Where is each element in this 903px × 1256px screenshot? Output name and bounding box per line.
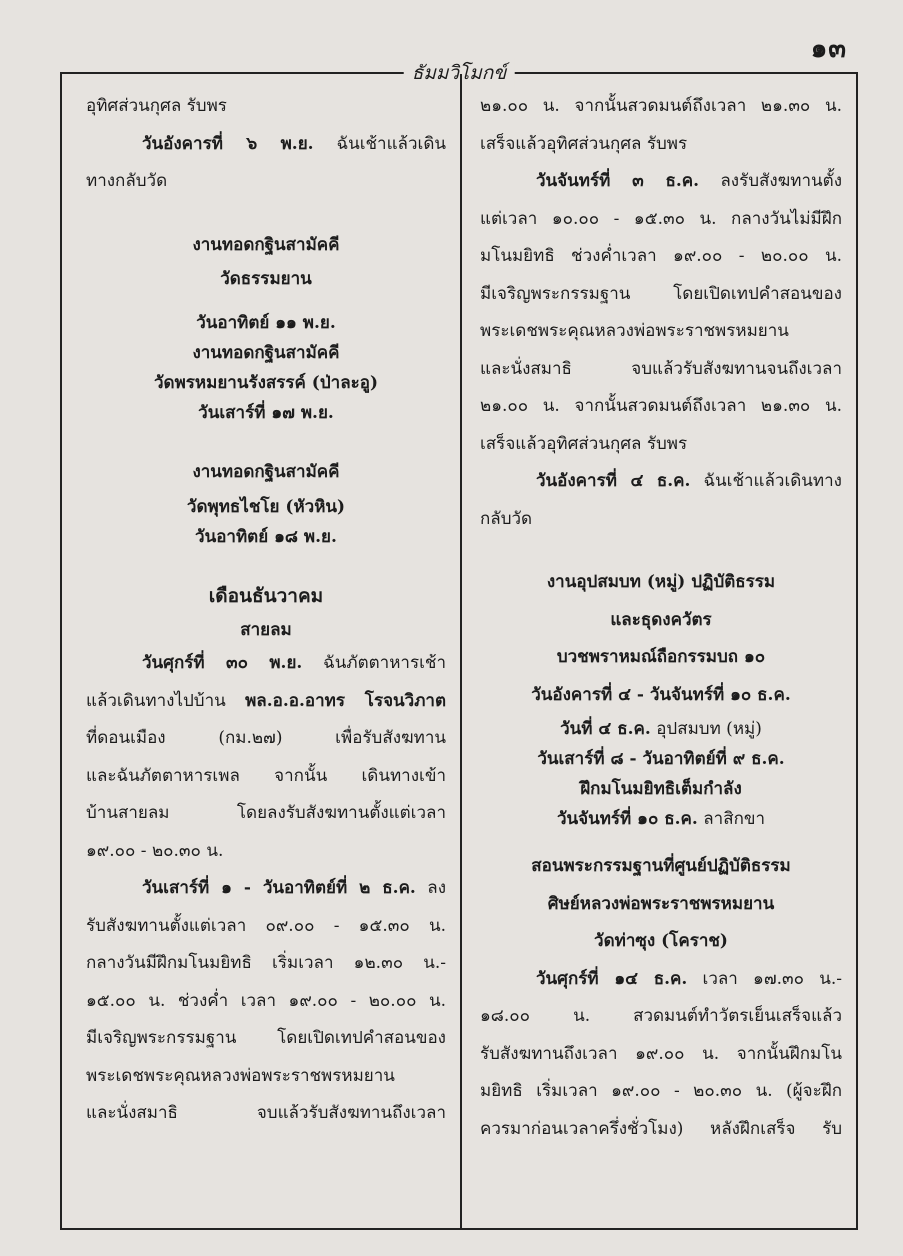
page-number: ๑๓ <box>810 34 847 64</box>
text-line: กลับวัด <box>480 508 533 529</box>
date-bold: วันจันทร์ที่ ๓ ธ.ค. <box>536 171 700 191</box>
section-heading: งานทอดกฐินสามัคคี <box>192 462 340 482</box>
temple-name: วัดพรหมยานรังสรรค์ (ป่าละอู) <box>153 373 378 393</box>
date-bold: วันศุกร์ที่ ๓๐ พ.ย. <box>142 653 303 673</box>
place-heading: สายลม <box>240 620 292 640</box>
section-heading: บวชพราหมณ์ถือกรรมบถ ๑๐ <box>556 647 766 667</box>
text-line: มีเจริญพระกรรมฐาน โดยเปิดเทปคำสอนของ <box>480 283 842 304</box>
date-bold: วันศุกร์ที่ ๑๔ ธ.ค. <box>536 968 688 989</box>
text-line: บ้านสายลม โดยลงรับสังฆทานตั้งแต่เวลา <box>86 803 446 823</box>
text-line: กลางวันมีฝึกมโนมยิทธิ เริ่มเวลา ๑๒.๓๐ น.- <box>86 953 446 973</box>
text-line <box>480 961 842 999</box>
text-line: เสร็จแล้วอุทิศส่วนกุศล รับพร <box>480 133 688 154</box>
event-date: วันเสาร์ที่ ๑๗ พ.ย. <box>198 403 334 423</box>
text-line <box>86 870 446 908</box>
left-column <box>72 74 462 1228</box>
temple-name: วัดธรรมยาน <box>220 269 312 289</box>
text-line: และนั่งสมาธิ จบแล้วรับสังฆทานจนถึงเวลา <box>480 358 842 379</box>
text-line: พระเดชพระคุณหลวงพ่อพระราชพรหมยาน <box>480 321 789 341</box>
text-line: มโนมยิทธิ ช่วงค่ำเวลา ๑๙.๐๐ - ๒๐.๐๐ น. <box>480 246 842 266</box>
text-span: ลาสิกขา <box>697 809 766 829</box>
text-span: ฉันเช้าแล้วเดิน <box>313 133 446 154</box>
text-line: เสร็จแล้วอุทิศส่วนกุศล รับพร <box>480 433 688 454</box>
text-line: แต่เวลา ๑๐.๐๐ - ๑๕.๓๐ น. กลางวันไม่มีฝึก <box>480 208 842 229</box>
section-heading: สอนพระกรรมฐานที่ศูนย์ปฏิบัติธรรม <box>531 856 791 876</box>
temple-name: วัดท่าซุง (โคราช) <box>594 931 728 951</box>
event-date: วันเสาร์ที่ ๘ - วันอาทิตย์ที่ ๙ ธ.ค. <box>537 749 785 769</box>
text-line: ทางกลับวัด <box>86 171 168 191</box>
section-heading: งานอุปสมบท (หมู่) ปฏิบัติธรรม <box>546 572 776 592</box>
text-line <box>480 163 842 201</box>
text-line <box>86 126 446 164</box>
event-note: ฝึกมโนมยิทธิเต็มกำลัง <box>580 779 742 799</box>
text-line: ๒๑.๐๐ น. จากนั้นสวดมนต์ถึงเวลา ๒๑.๓๐ น. <box>480 396 842 416</box>
text-span: ฉันเช้าแล้วเดินทาง <box>690 471 842 491</box>
event-date: วันอังคารที่ ๔ - วันจันทร์ที่ ๑๐ ธ.ค. <box>531 684 791 705</box>
date-bold: วันจันทร์ที่ ๑๐ ธ.ค. <box>556 809 698 829</box>
text-line: ที่ดอนเมือง (กม.๒๗) เพื่อรับสังฆทาน <box>86 728 446 748</box>
text-span: ลง <box>415 878 446 898</box>
month-heading: เดือนธันวาคม <box>208 584 324 607</box>
text-line: และฉันภัตตาหารเพล จากนั้น เดินทางเข้า <box>86 765 446 786</box>
section-heading: งานทอดกฐินสามัคคี <box>192 343 340 363</box>
text-line: ๑๘.๐๐ น. สวดมนต์ทำวัตรเย็นเสร็จแล้ว <box>480 1006 842 1026</box>
person-name-bold: พล.อ.อ.อาทร โรจนวิภาต <box>245 690 446 711</box>
text-line: พระเดชพระคุณหลวงพ่อพระราชพรหมยาน <box>86 1065 395 1086</box>
text-span: อุปสมบท (หมู่) <box>650 719 762 739</box>
text-line: รับสังฆทานตั้งแต่เวลา ๐๙.๐๐ - ๑๕.๓๐ น. <box>86 915 446 936</box>
text-line: รับสังฆทานถึงเวลา ๑๙.๐๐ น. จากนั้นฝึกมโน <box>480 1043 842 1064</box>
text-line: ๒๑.๐๐ น. จากนั้นสวดมนต์ถึงเวลา ๒๑.๓๐ น. <box>480 96 842 116</box>
text-line <box>480 463 842 501</box>
text-span: เวลา ๑๗.๓๐ น.- <box>687 968 843 989</box>
page-frame <box>60 62 858 1230</box>
text-span: ฉันภัตตาหารเช้า <box>302 653 446 673</box>
text-line: มยิทธิ เริ่มเวลา ๑๙.๐๐ - ๒๐.๓๐ น. (ผู้จะฝึก <box>480 1081 842 1101</box>
right-column <box>466 74 856 1228</box>
date-bold: วันอังคารที่ ๖ พ.ย. <box>142 133 314 154</box>
event-date <box>480 714 842 744</box>
text-span: แล้วเดินทางไปบ้าน <box>86 690 246 711</box>
text-line: ๑๙.๐๐ - ๒๐.๓๐ น. <box>86 840 224 861</box>
text-line: มีเจริญพระกรรมฐาน โดยเปิดเทปคำสอนของ <box>86 1028 446 1048</box>
section-heading: และธุดงควัตร <box>610 609 712 630</box>
text-line <box>86 683 446 721</box>
event-date: วันอาทิตย์ ๑๘ พ.ย. <box>195 526 337 547</box>
date-bold: วันเสาร์ที่ ๑ - วันอาทิตย์ที่ ๒ ธ.ค. <box>142 878 416 898</box>
date-bold: วันที่ ๔ ธ.ค. <box>560 719 651 739</box>
temple-name: วัดพุทธไชโย (หัวหิน) <box>186 496 346 517</box>
section-heading: งานทอดกฐินสามัคคี <box>192 234 340 255</box>
text-span: ลงรับสังฆทานตั้ง <box>699 171 842 191</box>
event-date: วันอาทิตย์ ๑๑ พ.ย. <box>196 313 336 333</box>
text-line: และนั่งสมาธิ จบแล้วรับสังฆทานถึงเวลา <box>86 1103 446 1123</box>
text-line: ควรมาก่อนเวลาครึ่งชั่วโมง) หลังฝึกเสร็จ รับ <box>480 1118 842 1139</box>
running-header: ธัมมวิโมกข์ <box>404 58 515 88</box>
date-bold: วันอังคารที่ ๔ ธ.ค. <box>536 471 691 491</box>
section-heading: ศิษย์หลวงพ่อพระราชพรหมยาน <box>547 893 775 914</box>
text-line <box>86 645 446 683</box>
text-line: อุทิศส่วนกุศล รับพร <box>86 96 227 116</box>
event-date <box>480 804 842 834</box>
text-line: ๑๕.๐๐ น. ช่วงค่ำ เวลา ๑๙.๐๐ - ๒๐.๐๐ น. <box>86 990 446 1011</box>
